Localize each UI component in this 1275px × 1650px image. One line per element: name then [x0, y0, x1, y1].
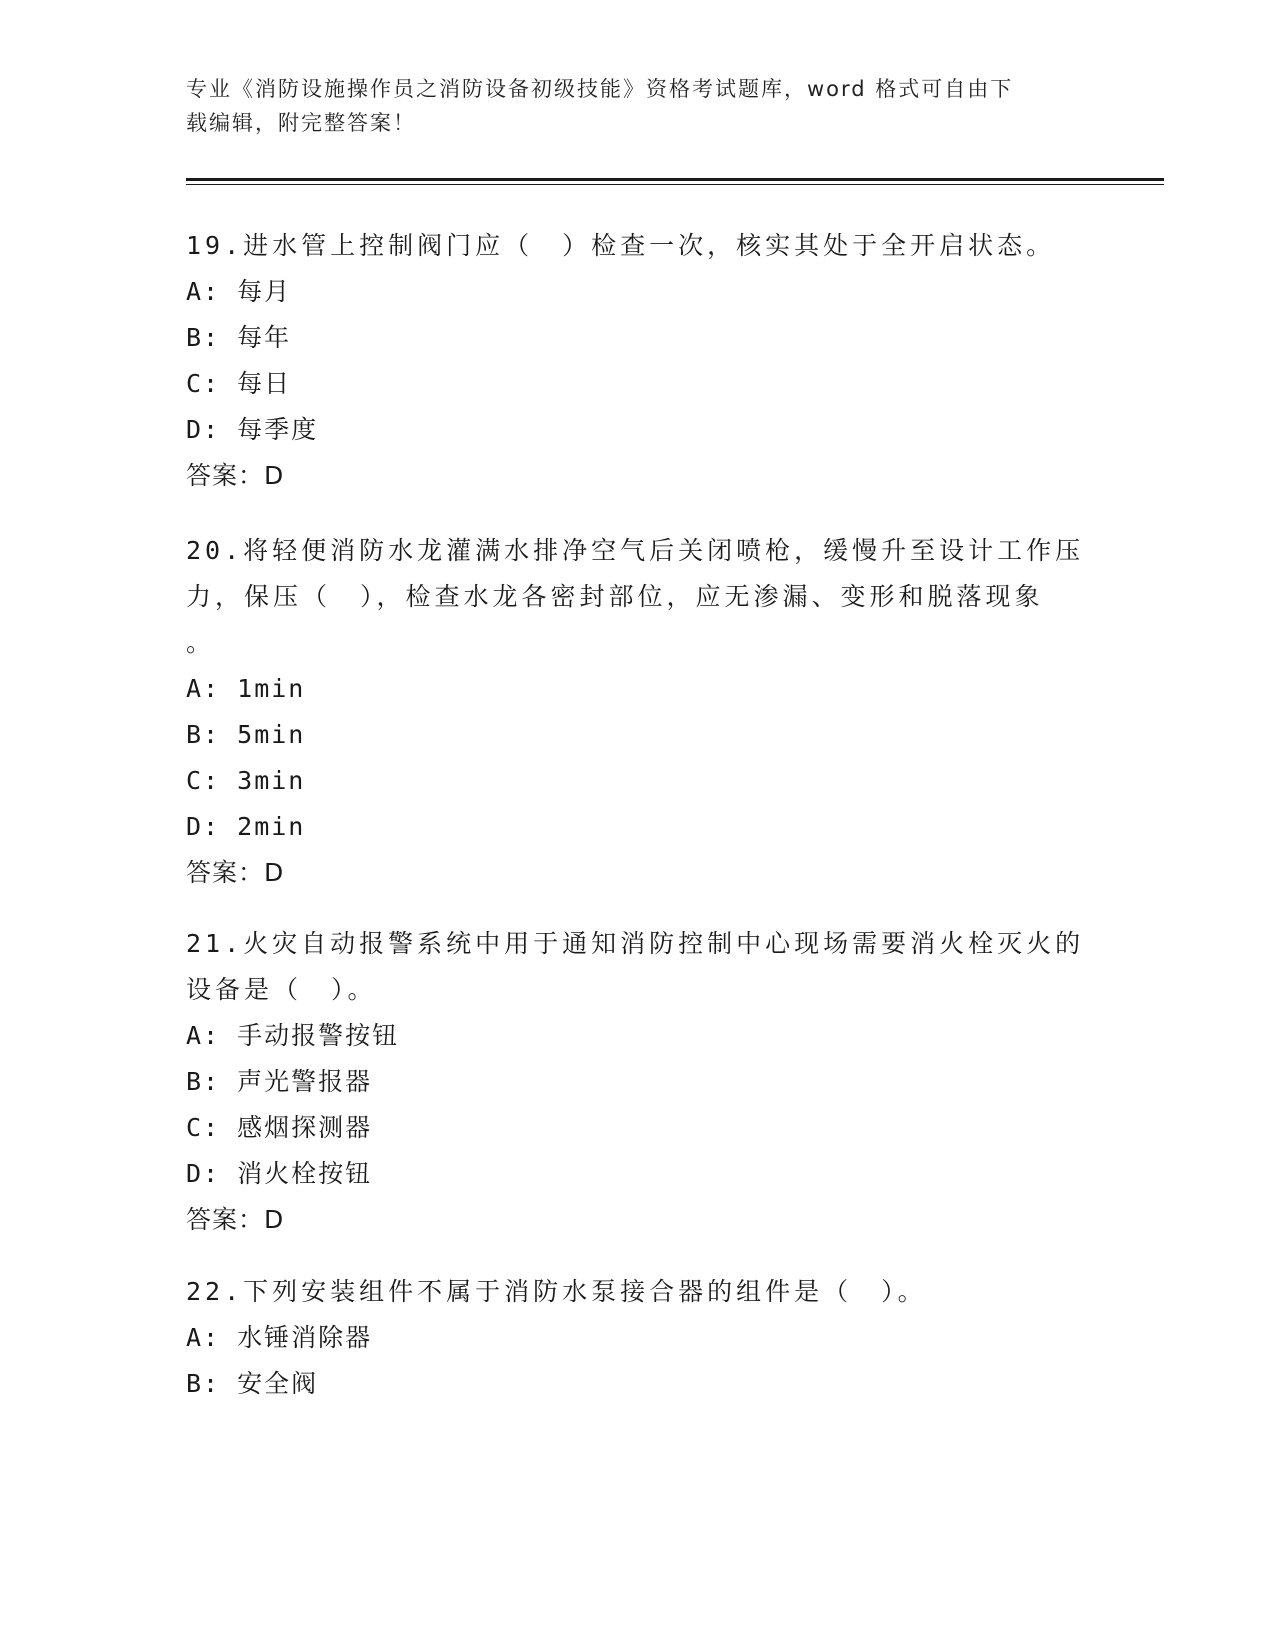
option-d: D: 消火栓按钮	[186, 1159, 373, 1188]
header-line-1: 专业《消防设施操作员之消防设备初级技能》资格考试题库，word 格式可自由下	[186, 77, 1014, 101]
option-b: B: 安全阀	[186, 1369, 319, 1398]
answer: 答案：D	[186, 858, 285, 887]
option-c: C: 每日	[186, 369, 292, 398]
option-a: A: 水锤消除器	[186, 1323, 373, 1352]
question-20	[186, 528, 1086, 896]
option-c: C: 感烟探测器	[186, 1113, 373, 1142]
option-b: B: 5min	[186, 720, 306, 749]
option-b: B: 每年	[186, 323, 292, 352]
question-stem-line-2: 设备是（ ）。	[186, 975, 377, 1004]
question-22	[186, 1269, 1086, 1407]
question-21	[186, 921, 1086, 1243]
question-stem-line-1: 21.火灾自动报警系统中用于通知消防控制中心现场需要消火栓灭火的	[186, 929, 1085, 958]
question-stem-line-1: 20.将轻便消防水龙灌满水排净空气后关闭喷枪，缓慢升至设计工作压	[186, 536, 1085, 565]
question-stem: 22.下列安装组件不属于消防水泵接合器的组件是（ ）。	[186, 1277, 927, 1306]
document-header	[186, 72, 1066, 140]
option-d: D: 2min	[186, 812, 306, 841]
option-a: A: 手动报警按钮	[186, 1021, 400, 1050]
question-stem-line-3: 。	[186, 628, 216, 657]
answer: 答案：D	[186, 1205, 285, 1234]
header-divider-thin	[186, 184, 1164, 185]
option-a: A: 每月	[186, 277, 292, 306]
option-c: C: 3min	[186, 766, 306, 795]
option-b: B: 声光警报器	[186, 1067, 373, 1096]
header-divider-thick	[186, 178, 1164, 181]
header-line-2: 载编辑，附完整答案！	[186, 111, 416, 135]
question-stem-line-2: 力，保压（ ），检查水龙各密封部位，应无渗漏、变形和脱落现象	[186, 582, 1044, 611]
question-stem: 19.进水管上控制阀门应（ ）检查一次，核实其处于全开启状态。	[186, 231, 1056, 260]
question-19	[186, 223, 1086, 499]
option-a: A: 1min	[186, 674, 306, 703]
option-d: D: 每季度	[186, 415, 319, 444]
answer: 答案：D	[186, 461, 285, 490]
